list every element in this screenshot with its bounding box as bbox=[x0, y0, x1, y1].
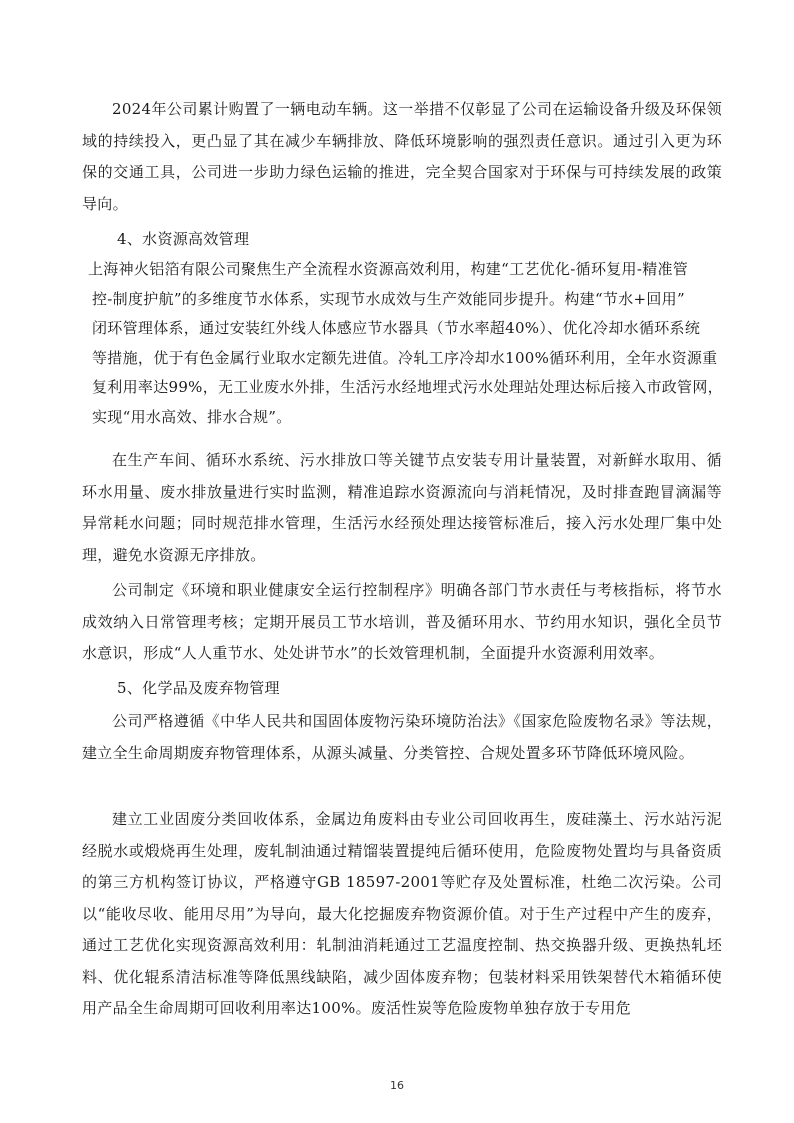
paragraph-waste-recycling: 建立工业固废分类回收体系，金属边角废料由专业公司回收再生，废硅藻土、污水站污泥经脱水或煅烧再生处理，废轧制油通过精馏装置提纯后循环使用，危险废物处置均与具备资质的第三方机构签订协议，严格遵守GB 18597-2001等贮存及处置标准，杜绝二次污染。公司以“能收尽收、能用尽用”为导向，最大化挖掘废弃物资源价值。对于生产过程中产生的废弃，通过工艺优化实现资源高效利用：轧制油消耗通过工艺温度控制、热交换器升级、更换热轧坯料、优化辊系清洁标准等降低黑线缺陷，减少固体废弃物；包装材料采用铁架替代木箱循环使用产品全生命周期可回收利用率达100%。废活性炭等危险废物单独存放于专用危 bbox=[82, 810, 722, 1017]
paragraph-line: 实现“用水高效、排水合规”。 bbox=[92, 407, 292, 426]
section-heading-water: 4、水资源高效管理 bbox=[117, 230, 250, 248]
paragraph-electric-vehicle: 2024年公司累计购置了一辆电动车辆。这一举措不仅彰显了公司在运输设备升级及环保领域的持续投入，更凸显了其在减少车辆排放、降低环境影响的强烈责任意识。通过引入更为环保的交通工具，公司进一步助力绿色运输的推进，完全契合国家对于环保与可持续发展的政策导向。 bbox=[82, 100, 722, 213]
section-heading-waste: 5、化学品及废弃物管理 bbox=[117, 679, 280, 697]
paragraph-line: 等措施，优于有色金属行业取水定额先进值。冷轧工序冷却水100%循环利用，全年水资源重 bbox=[92, 348, 718, 367]
paragraph-water-overview bbox=[88, 255, 728, 432]
paragraph-water-metering: 在生产车间、循环水系统、污水排放口等关键节点安装专用计量装置，对新鲜水取用、循环水用量、废水排放量进行实时监测，精准追踪水资源流向与消耗情况，及时排查跑冒滴漏等异常耗水问题；同时规范排水管理，生活污水经预处理达接管标准后，接入污水处理厂集中处理，避免水资源无序排放。 bbox=[82, 451, 722, 564]
page-number: 16 bbox=[390, 1079, 404, 1092]
paragraph-water-management: 公司制定《环境和职业健康安全运行控制程序》明确各部门节水责任与考核指标，将节水成效纳入日常管理考核；定期开展员工节水培训，普及循环用水、节约用水知识，强化全员节水意识，形成“人人重节水、处处讲节水”的长效管理机制，全面提升水资源利用效率。 bbox=[82, 581, 722, 662]
paragraph-line: 控-制度护航”的多维度节水体系，实现节水成效与生产效能同步提升。构建“节水+回用” bbox=[92, 289, 685, 308]
paragraph-line: 上海神火铝箔有限公司聚焦生产全流程水资源高效利用，构建“工艺优化-循环复用-精准管 bbox=[88, 260, 689, 278]
paragraph-line: 闭环管理体系，通过安装红外线人体感应节水器具（节水率超40%）、优化冷却水循环系统 bbox=[92, 319, 701, 337]
paragraph-line: 复利用率达99%，无工业废水外排，生活污水经地埋式污水处理站处理达标后接入市政管网， bbox=[92, 378, 723, 396]
paragraph-waste-regulation: 公司严格遵循《中华人民共和国固体废物污染环境防治法》《国家危险废物名录》等法规，建立全生命周期废弃物管理体系，从源头减量、分类管控、合规处置多环节降低环境风险。 bbox=[82, 712, 722, 762]
